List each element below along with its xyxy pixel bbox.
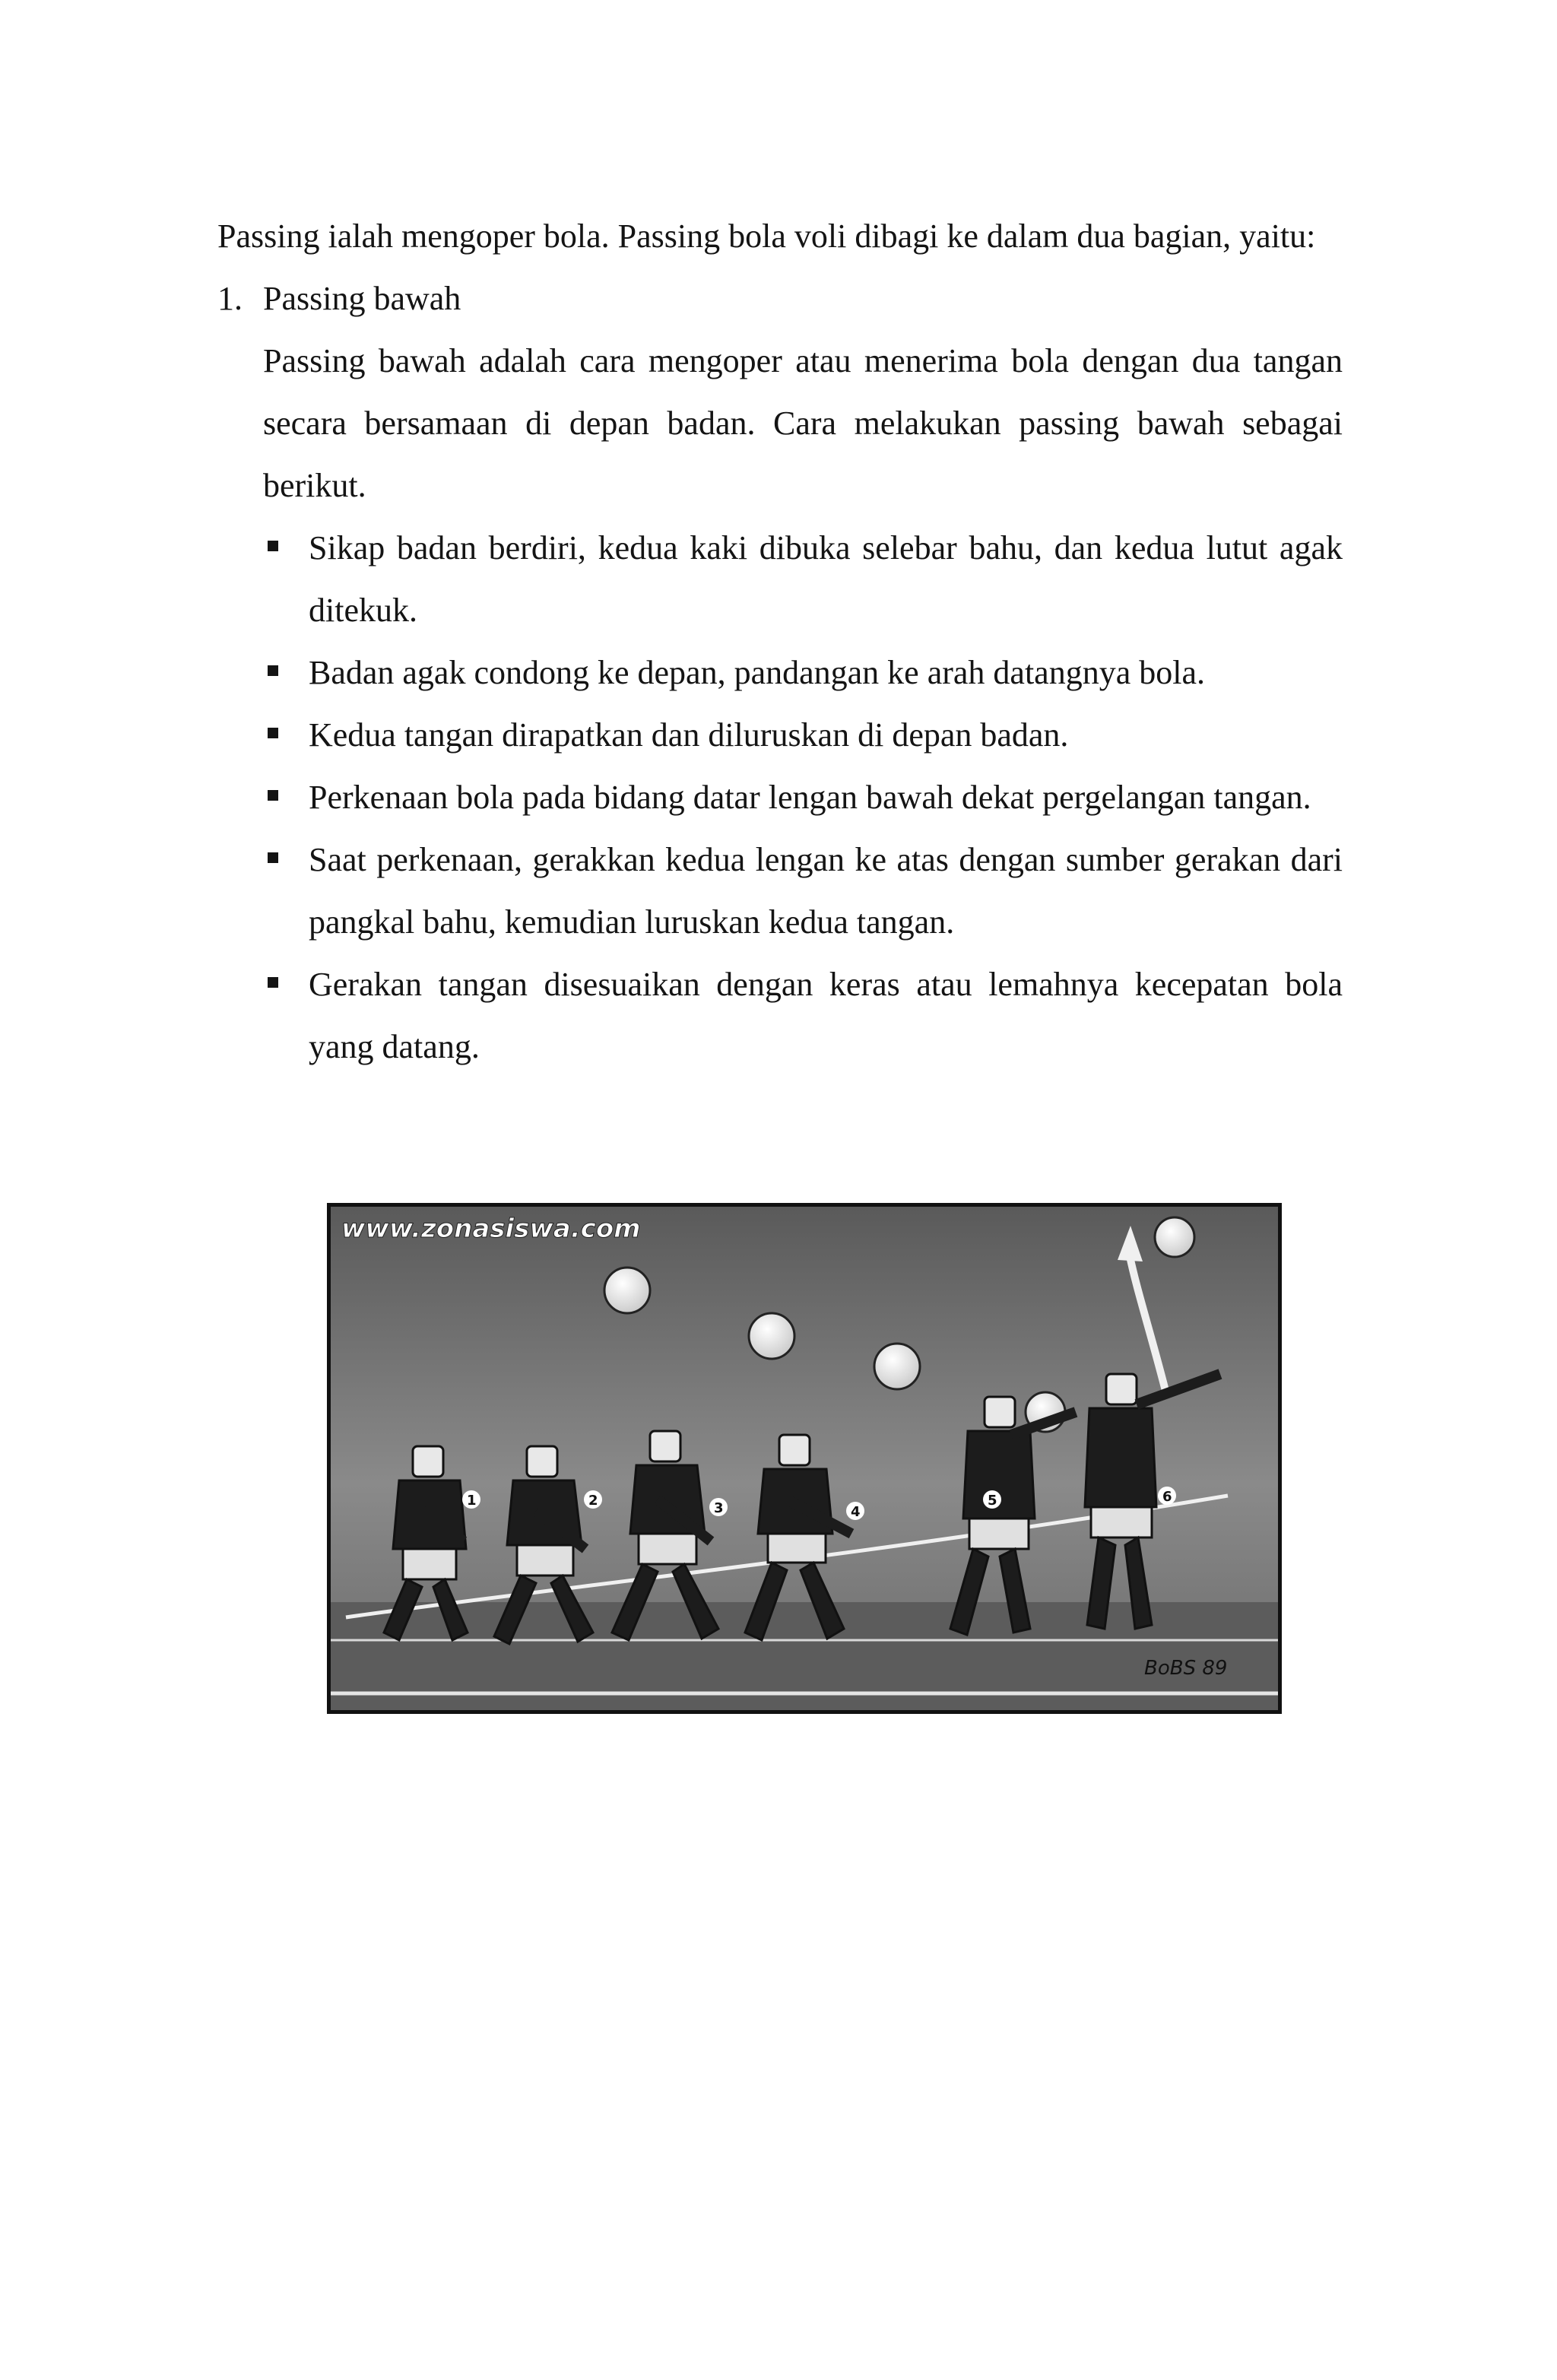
- bullet-square-icon: [268, 852, 278, 863]
- text-content: [217, 205, 1343, 1078]
- list-item: Saat perkenaan, gerakkan kedua lengan ke atas dengan sumber gerakan dari pangkal bahu, kemudian luruskan kedua tangan.: [263, 829, 1343, 954]
- section-heading: [217, 268, 1343, 330]
- ball-icon: [749, 1313, 794, 1359]
- bullet-square-icon: [268, 541, 278, 551]
- bullet-square-icon: [268, 728, 278, 738]
- bullet-square-icon: [268, 665, 278, 676]
- artist-signature: BoBS 89: [1144, 1657, 1228, 1680]
- sequence-number: 1: [467, 1493, 477, 1509]
- bullet-square-icon: [268, 977, 278, 988]
- bullet-square-icon: [268, 790, 278, 801]
- list-item: Kedua tangan dirapatkan dan diluruskan di depan badan.: [263, 704, 1343, 766]
- sequence-number: 4: [851, 1504, 861, 1520]
- sequence-number: 3: [714, 1500, 724, 1516]
- list-item: Perkenaan bola pada bidang datar lengan bawah dekat pergelangan tangan.: [263, 766, 1343, 829]
- steps-list: [263, 517, 1343, 1078]
- sequence-number: 6: [1162, 1489, 1172, 1505]
- section-number: 1.: [217, 280, 243, 317]
- list-item: Badan agak condong ke depan, pandangan ke arah datangnya bola.: [263, 642, 1343, 704]
- list-item: Sikap badan berdiri, kedua kaki dibuka selebar bahu, dan kedua lutut agak ditekuk.: [263, 517, 1343, 642]
- section-title: Passing bawah: [263, 280, 461, 317]
- sequence-number: 2: [588, 1493, 598, 1509]
- ball-icon: [1155, 1217, 1194, 1257]
- passing-sequence-illustration: [327, 1203, 1282, 1714]
- ball-icon: [604, 1268, 650, 1313]
- list-item: Gerakan tangan disesuaikan dengan keras atau lemahnya kecepatan bola yang datang.: [263, 954, 1343, 1078]
- intro-paragraph: Passing ialah mengoper bola. Passing bola voli dibagi ke dalam dua bagian, yaitu:: [217, 217, 1316, 255]
- watermark-text: www.zonasiswa.com: [341, 1214, 641, 1244]
- ball-icon: [874, 1344, 920, 1389]
- section-description: Passing bawah adalah cara mengoper atau menerima bola dengan dua tangan secara bersamaan di depan badan. Cara melakukan passing bawah sebagai berikut.: [263, 342, 1343, 504]
- sequence-number: 5: [988, 1493, 997, 1509]
